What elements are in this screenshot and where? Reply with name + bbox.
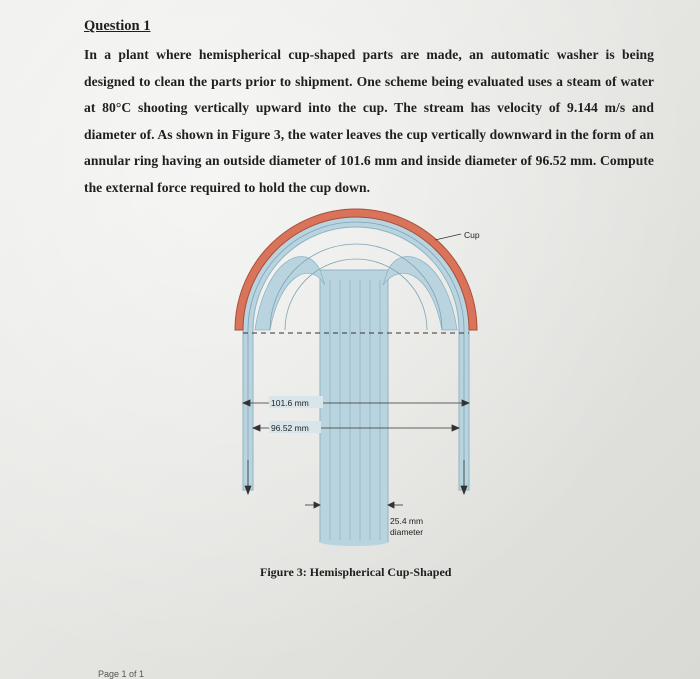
outer-diameter-label: 101.6 mm bbox=[271, 398, 309, 408]
question-heading: Question 1 bbox=[84, 18, 151, 34]
figure-caption: Figure 3: Hemispherical Cup-Shaped bbox=[260, 565, 452, 579]
jet-diameter-label-2: diameter bbox=[390, 527, 424, 537]
cup-leader bbox=[435, 234, 461, 240]
inner-diameter-label: 96.52 mm bbox=[271, 423, 309, 433]
cup-label: Cup bbox=[464, 230, 480, 240]
page-footer: Page 1 of 1 bbox=[98, 669, 145, 679]
hemispherical-cup-figure bbox=[225, 200, 495, 550]
question-text: In a plant where hemispherical cup-shaped parts are made, an automatic washer is being designed to clean the parts prior to shipment. One scheme being evaluated uses a steam of water at 80°C shooting vertically upward into the cup. The stream has velocity of 9.144 m/s and diameter of. As shown in Figure 3, the water leaves the cup vertically downward in the form of an annular ring having an outside diameter of 101.6 mm and inside diameter of 96.52 mm. Compute the external force required to hold the cup down. bbox=[84, 47, 654, 195]
jet-diameter-label: 25.4 mm bbox=[390, 516, 424, 526]
